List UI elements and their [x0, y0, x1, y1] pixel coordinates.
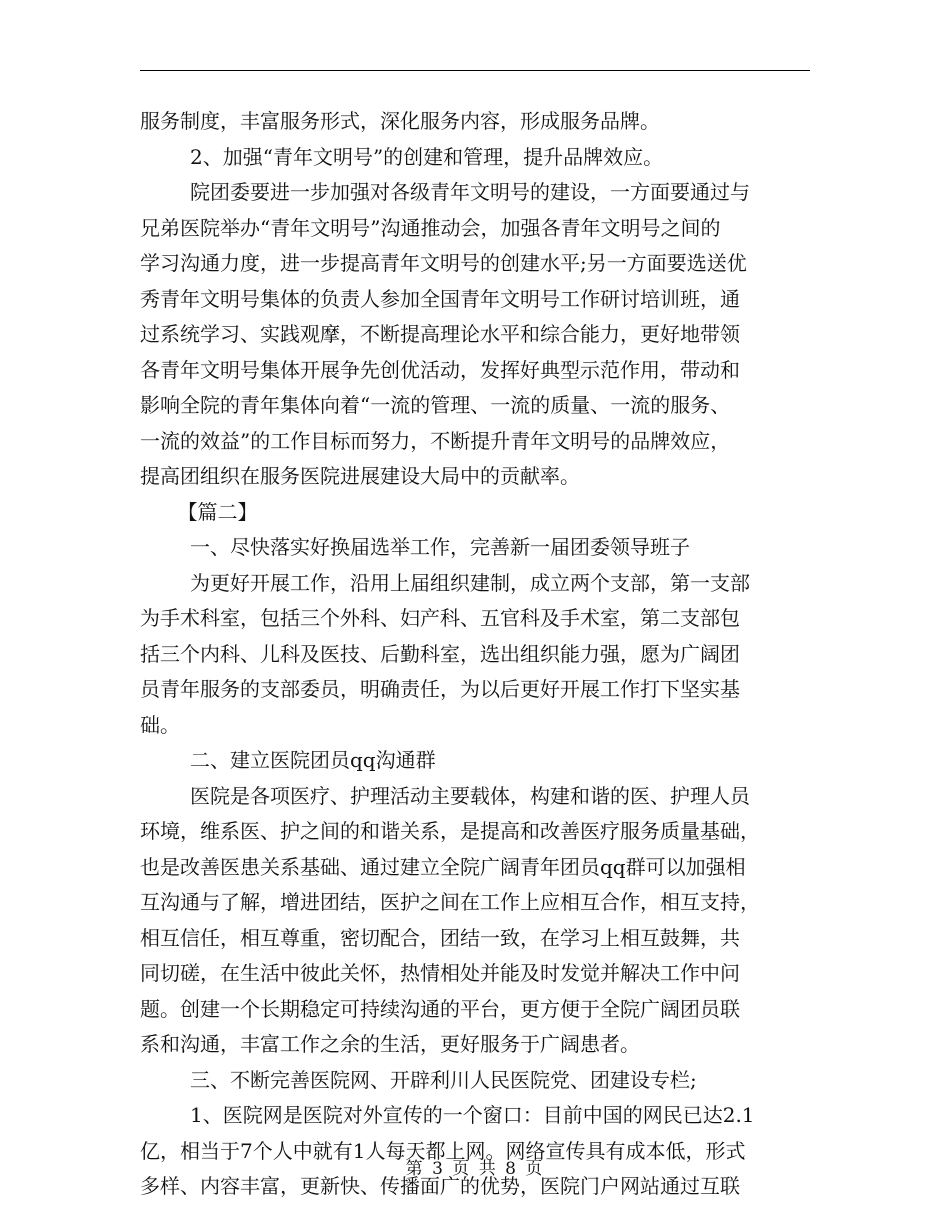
text-line: 互沟通与了解，增进团结，医护之间在工作上应相互合作，相互支持， — [140, 890, 760, 914]
header-rule — [140, 70, 810, 71]
text-line: 多样、内容丰富，更新快、传播面广的优势，医院门户网站通过互联 — [140, 1174, 740, 1198]
text-line: 一、尽快落实好换届选举工作，完善新一届团委领导班子 — [190, 535, 690, 559]
text-line: 院团委要进一步加强对各级青年文明号的建设，一方面要通过与 — [190, 180, 750, 204]
text-line: 【篇二】 — [177, 499, 258, 524]
text-line: 服务制度，丰富服务形式，深化服务内容，形成服务品牌。 — [140, 109, 660, 133]
text-line: 系和沟通，丰富工作之余的生活，更好服务于广阔患者。 — [140, 1032, 640, 1056]
text-line: 兄弟医院举办“青年文明号”沟通推动会，加强各青年文明号之间的 — [140, 215, 721, 240]
text-line: 员青年服务的支部委员，明确责任，为以后更好开展工作打下坚实基 — [140, 677, 740, 701]
text-line: 环境，维系医、护之间的和谐关系，是提高和改善医疗服务质量基础， — [140, 819, 760, 843]
text-line: 2、加强“青年文明号”的创建和管理，提升品牌效应。 — [190, 144, 664, 169]
text-line: 也是改善医患关系基础、通过建立全院广阔青年团员qq群可以加强相 — [140, 854, 746, 879]
text-line: 题。创建一个长期稳定可持续沟通的平台，更方便于全院广阔团员联 — [140, 996, 740, 1021]
text-line: 医院是各项医疗、护理活动主要载体，构建和谐的医、护理人员 — [190, 783, 750, 808]
text-line: 学习沟通力度，进一步提高青年文明号的创建水平;另一方面要选送优 — [140, 251, 747, 275]
text-line: 亿，相当于7个人中就有1人每天都上网。网络宣传具有成本低，形式 — [140, 1138, 746, 1163]
text-line: 过系统学习、实践观摩，不断提高理论水平和综合能力，更好地带领 — [140, 322, 740, 346]
text-line: 提高团组织在服务医院进展建设大局中的贡献率。 — [140, 464, 580, 488]
text-line: 为更好开展工作，沿用上届组织建制，成立两个支部，第一支部 — [190, 570, 750, 595]
text-line: 础。 — [140, 712, 180, 737]
text-line: 二、建立医院团员qq沟通群 — [190, 748, 436, 772]
text-line: 同切磋，在生活中彼此关怀，热情相处并能及时发觉并解决工作中问 — [140, 961, 740, 985]
text-line: 相互信任，相互尊重，密切配合，团结一致，在学习上相互鼓舞，共 — [140, 925, 740, 950]
page-number-footer: 第 3 页 共 8 页 — [405, 1159, 545, 1179]
text-line: 秀青年文明号集体的负责人参加全国青年文明号工作研讨培训班，通 — [140, 286, 740, 311]
text-line: 1、医院网是医院对外宣传的一个窗口：目前中国的网民已达2.1 — [190, 1103, 755, 1127]
text-line: 括三个内科、儿科及医技、后勤科室，选出组织能力强，愿为广阔团 — [140, 641, 740, 666]
text-line: 影响全院的青年集体向着“一流的管理、一流的质量、一流的服务、 — [140, 393, 731, 417]
text-line: 为手术科室，包括三个外科、妇产科、五官科及手术室，第二支部包 — [140, 606, 740, 630]
text-line: 三、不断完善医院网、开辟利川人民医院党、团建设专栏; — [190, 1067, 697, 1092]
document-body — [140, 104, 810, 1205]
text-line: 一流的效益”的工作目标而努力，不断提升青年文明号的品牌效应， — [140, 428, 731, 453]
text-line: 各青年文明号集体开展争先创优活动，发挥好典型示范作用，带动和 — [140, 357, 740, 382]
